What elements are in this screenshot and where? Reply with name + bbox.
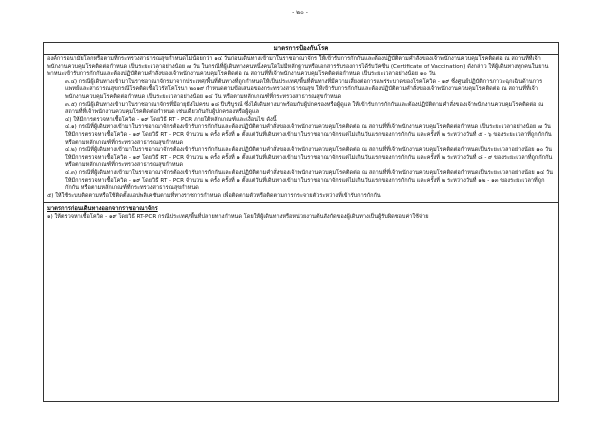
sub-section-title: มาตรการก่อนเดินทางออกจากราชอาณาจักร xyxy=(47,206,158,213)
section-divider xyxy=(44,202,558,203)
page-number: - ๒๐ - xyxy=(292,9,308,16)
table-body xyxy=(44,55,558,221)
paragraph-4-1: ๔.๑) กรณีที่ผู้เดินทางเข้ามาในราชอาณาจักรต้องเข้ารับการกักกันและต้องปฏิบัติตามคำสั่งของเจ้าพนักงานควบคุมโรคติดต่อ ณ สถานที่ที่เจ้าพนักงานควบคุมโรคติดต่อกำหนด เป็นระยะเวลาอย่างน้อย ๗ วัน ให้มีการตรวจหาเชื้อโควิด - ๑๙ โดยวิธี RT - PCR จำนวน ๒ ครั้ง ครั้งที่ ๑ ตั้งแต่วันที่เดินทางเข้ามาในราชอาณาจักรแต่ไม่เกินวันแรกของการกักกัน และครั้งที่ ๒ ระหว่างวันที่ ๕ - ๖ ของระยะเวลาที่ถูกกักกัน หรือตามหลักเกณฑ์ที่กระทรวงสาธารณสุขกำหนด xyxy=(65,124,552,146)
paragraph-3-5: ๓.๕) กรณีผู้เดินทางเข้ามาในราชอาณาจักรที่มีอายุยังไม่ครบ ๑๘ ปีบริบูรณ์ ซึ่งได้เดินทางมาพร้อมกับผู้ปกครองหรือผู้ดูแล ให้เข้ารับการกักกันและต้องปฏิบัติตามคำสั่งของเจ้าพนักงานควบคุมโรคติดต่อ ณ สถานที่ที่เจ้าพนักงานควบคุมโรคติดต่อกำหนด เช่นเดียวกันกับผู้ปกครองหรือผู้ดูแล xyxy=(65,101,544,116)
paragraph-4: ๔) ให้มีการตรวจหาเชื้อโควิด - ๑๙ โดยวิธี RT - PCR ภายใต้หลักเกณฑ์และเงื่อนไข ดังนี้ xyxy=(65,116,277,123)
paragraph-4-2: ๔.๒) กรณีที่ผู้เดินทางเข้ามาในราชอาณาจักรต้องเข้ารับการกักกันและต้องปฏิบัติตามคำสั่งของเจ้าพนักงานควบคุมโรคติดต่อ ณ สถานที่ที่เจ้าพนักงานควบคุมโรคติดต่อกำหนดเป็นระยะเวลาอย่างน้อย ๑๐ วัน ให้มีการตรวจหาเชื้อโควิด - ๑๙ โดยวิธี RT - PCR จำนวน ๒ ครั้ง ครั้งที่ ๑ ตั้งแต่วันที่เดินทางเข้ามาในราชอาณาจักรแต่ไม่เกินวันแรกของการกักกัน และครั้งที่ ๒ ระหว่างวันที่ ๘ - ๙ ของระยะเวลาที่ถูกกักกัน หรือตามหลักเกณฑ์ที่กระทรวงสาธารณสุขกำหนด xyxy=(65,147,553,169)
sub-paragraph-1: ๑) ให้ตรวจหาเชื้อโควิด - ๑๙ โดยวิธี RT-PCR กรณีประเทศ/พื้นที่ปลายทางกำหนด โดยให้ผู้เดินทางหรือหน่วยงานต้นสังกัดของผู้เดินทางเป็นผู้รับผิดชอบค่าใช้จ่าย xyxy=(47,213,429,220)
section-title: มาตรการป้องกันโรค xyxy=(44,43,558,55)
paragraph-3-4: ๓.๔) กรณีผู้เดินทางเข้ามาในราชอาณาจักรมาจากประเทศ/พื้นที่ต้นทางที่ถูกกำหนดให้เป็นประเทศ/พื้นที่ต้นทางที่มีความเสี่ยงต่อการแพร่ระบาดของโรคโควิด - ๑๙ ซึ่งศูนย์ปฏิบัติการภาวะฉุกเฉินด้านการแพทย์และสาธารณสุขกรณีโรคติดเชื้อไวรัสโคโรนา ๒๐๑๙ กำหนดตามข้อเสนอของกระทรวงสาธารณสุข ให้เข้ารับการกักกันและต้องปฏิบัติตามคำสั่งของเจ้าพนักงานควบคุมโรคติดต่อ ณ สถานที่ที่เจ้าพนักงานควบคุมโรคติดต่อกำหนด เป็นระยะเวลาอย่างน้อย ๑๔ วัน หรือตามหลักเกณฑ์ที่กระทรวงสาธารณสุขกำหนด xyxy=(65,78,543,100)
measures-table xyxy=(43,42,559,402)
paragraph-vaccination: องค์การอนามัยโลกหรือตามที่กระทรวงสาธารณสุขกำหนดไม่น้อยกว่า ๑๔ วันก่อนเดินทางเข้ามาในราชอาณาจักร ให้เข้ารับการกักกันและต้องปฏิบัติตามคำสั่งของเจ้าพนักงานควบคุมโรคติดต่อ ณ สถานที่ที่เจ้าพนักงานควบคุมโรคติดต่อกำหนด เป็นระยะเวลาอย่างน้อย ๗ วัน ในกรณีที่ผู้เดินทางคนหนึ่งคนใดไม่มีหลักฐานหรือเอกสารรับรองการได้รับวัคซีน (Certificate of Vaccination) ดังกล่าว ให้ผู้เดินทางทุกคนในยานพาหนะเข้ารับการกักกันและต้องปฏิบัติตามคำสั่งของเจ้าพนักงานควบคุมโรคติดต่อ ณ สถานที่ที่เจ้าพนักงานควบคุมโรคติดต่อกำหนด เป็นระยะเวลาอย่างน้อย ๑๐ วัน xyxy=(47,56,549,78)
paragraph-4-3: ๔.๓) กรณีที่ผู้เดินทางเข้ามาในราชอาณาจักรต้องเข้ารับการกักกันและต้องปฏิบัติตามคำสั่งของเจ้าพนักงานควบคุมโรคติดต่อ ณ สถานที่ที่เจ้าพนักงานควบคุมโรคติดต่อกำหนดเป็นระยะเวลาอย่างน้อย ๑๔ วัน ให้มีการตรวจหาเชื้อโควิด - ๑๙ โดยวิธี RT - PCR จำนวน ๒ ครั้ง ครั้งที่ ๑ ตั้งแต่วันที่เดินทางเข้ามาในราชอาณาจักรแต่ไม่เกินวันแรกของการกักกัน และครั้งที่ ๒ ระหว่างวันที่ ๑๒ - ๑๓ ของระยะเวลาที่ถูกกักกัน หรือตามหลักเกณฑ์ที่กระทรวงสาธารณสุขกำหนด xyxy=(65,169,553,192)
paragraph-5: ๕) ให้ใช้ระบบติดตามหรือใช้ติดตั้งแอปพลิเคชันตามที่ทางราชการกำหนด เพื่อติดตามตัวหรือติดตามการกระจายตัวระหว่างที่เข้ารับการกักกัน xyxy=(47,192,381,199)
